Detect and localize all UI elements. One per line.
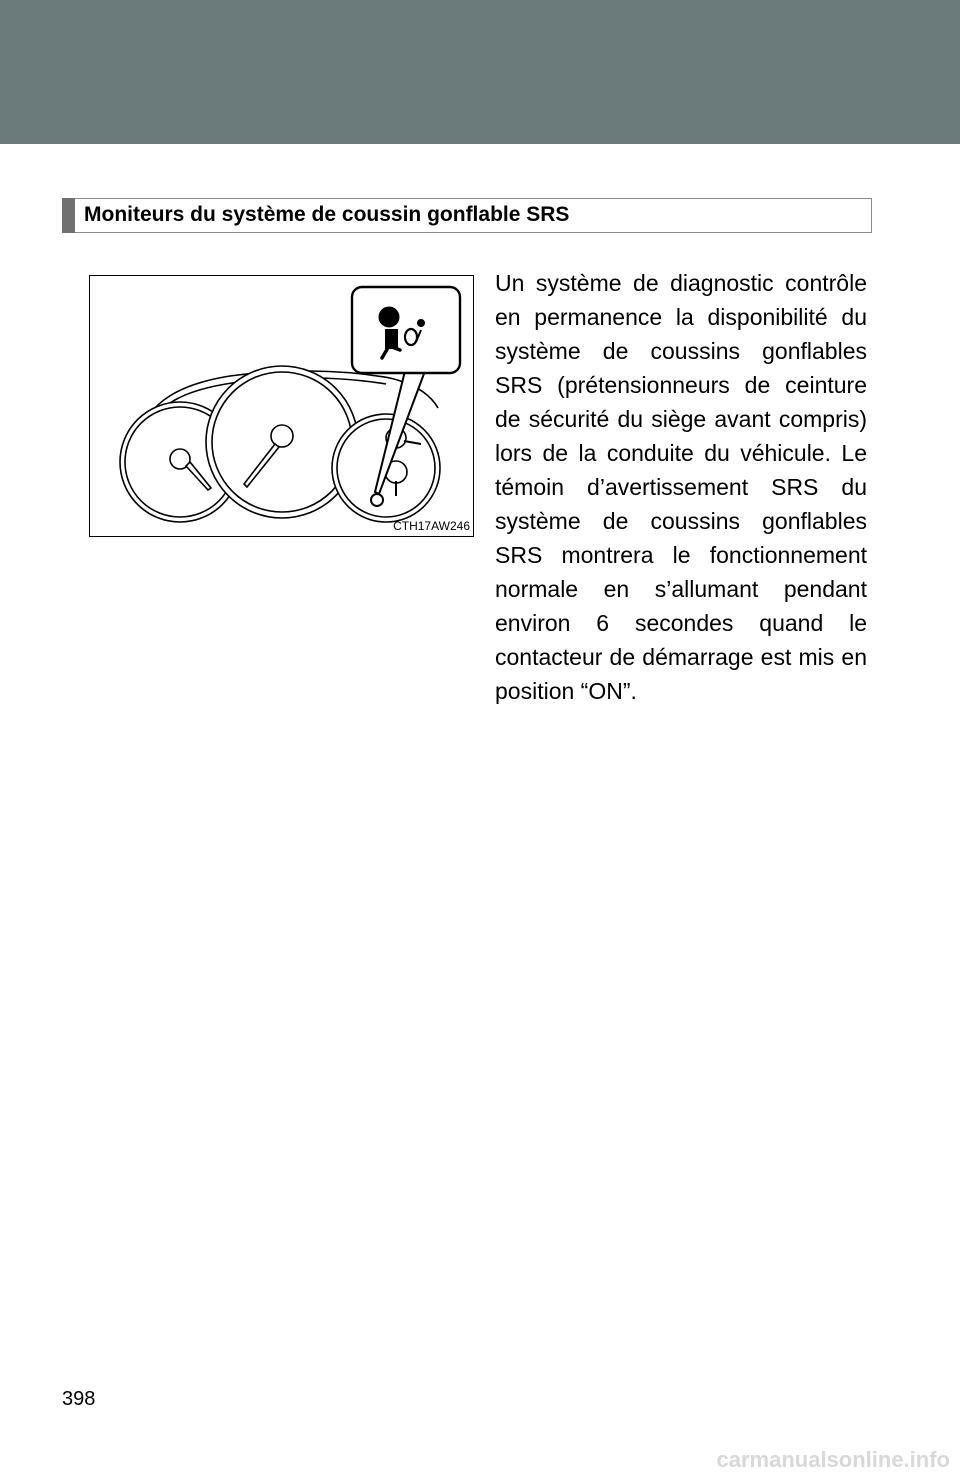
section-title: Moniteurs du système de coussin gonflable SRS xyxy=(84,203,570,226)
top-band xyxy=(0,0,960,144)
section-header xyxy=(62,198,872,233)
srs-warning-light-location xyxy=(371,494,383,506)
body-paragraph: Un système de diagnostic contrôle en permanence la disponibilité du système de coussins gonflables SRS (prétensionneurs de ceinture de sécurité du siège avant compris) lors de la conduite du véhicule. Le témoin d’avertissement SRS du système de coussins gonflables SRS montrera le fonctionnement normale en s’allumant pendant environ 6 secondes quand le contacteur de démarrage est mis en position “ON”. xyxy=(495,270,867,704)
page-number: 398 xyxy=(62,1388,96,1410)
section-header-bar xyxy=(62,198,75,233)
instrument-cluster-illustration xyxy=(90,276,475,538)
callout-box xyxy=(352,287,460,373)
instrument-cluster-figure xyxy=(89,275,474,537)
watermark: carmanualsonline.info xyxy=(716,1447,950,1472)
figure-code: CTH17AW246 xyxy=(393,519,470,533)
